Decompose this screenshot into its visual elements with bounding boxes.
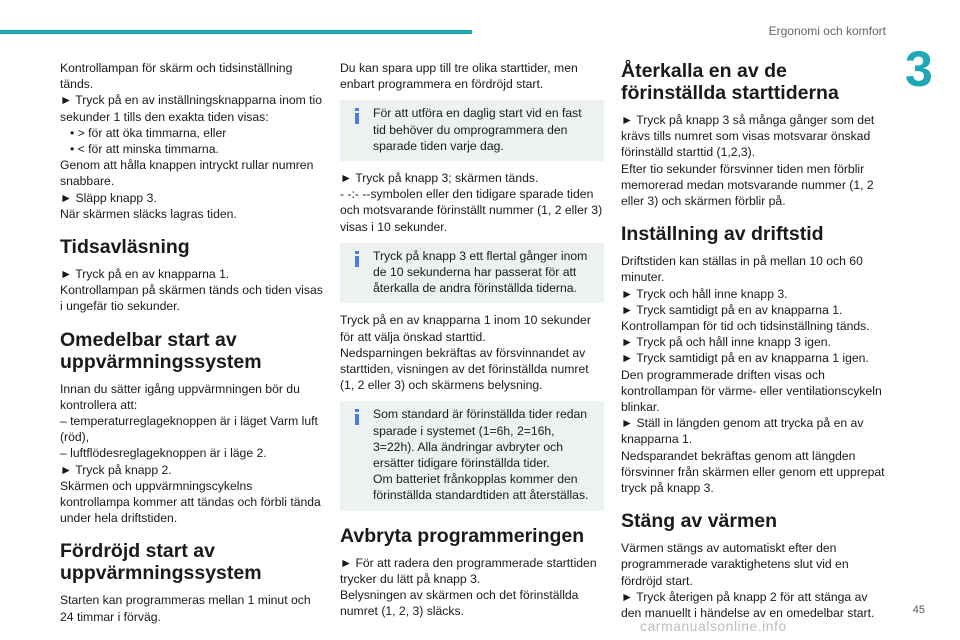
page-number: 45 [912,604,925,616]
paragraph: ► Ställ in längden genom att trycka på en av knapparna 1. [621,416,864,447]
heading-fordrojd-start: Fördröjd start av uppvärmningssystem [60,540,262,585]
list-item: • > för att öka timmarna, eller [70,125,227,140]
paragraph: - -:- --symbolen eller den tidigare sparade tiden och motsvarande förinställt nummer (1, 2 eller 3) visas i 10 sekunder. [340,187,603,234]
heading-stang-av: Stäng av värmen [621,510,778,533]
paragraph: Nedsparandet bekräftas genom att längden försvinner från skärmen eller genom ett upprepat tryck på knapp 3. [621,448,885,496]
paragraph: ► Tryck på en av inställningsknapparna inom tio sekunder 1 tills den exakta tiden visas: [60,93,323,124]
info-note [340,243,604,304]
info-note [340,100,604,161]
note-text: Om batteriet frånkopplas kommer den förinställda standardtiden att återställas. [373,472,589,503]
column-3 [621,60,885,621]
paragraph: Innan du sätter igång uppvärmningen bör du kontrollera att: [60,381,300,412]
paragraph: Kontrollampan på skärmen tänds och tiden visas i ungefär tio sekunder. [60,283,323,314]
heading-aterkalla: Återkalla en av de förinställda starttiderna [621,60,839,104]
heading-tidsavlasning: Tidsavläsning [60,236,190,259]
column-1 [60,60,324,625]
heading-avbryta: Avbryta programmeringen [340,524,585,547]
paragraph: ► Tryck på knapp 3; skärmen tänds. [340,171,539,186]
paragraph: ► Tryck på knapp 3 så många gånger som det krävs tills numret som visas motsvarar önskad förinställd starttid (1,2,3). [621,113,875,160]
info-icon [350,108,364,124]
paragraph: Den programmerade driften visas och kontrollampan för värme- eller ventilationscykeln blinkar. [621,367,882,415]
paragraph: Tryck på en av knapparna 1 inom 10 sekunder för att välja önskad starttid. [340,313,591,344]
section-title: Ergonomi och komfort [768,24,886,38]
paragraph: ► Tryck på knapp 2. [60,462,172,477]
note-text: För att utföra en daglig start vid en fast tid behöver du omprogrammera den sparade tiden varje dag. [373,106,582,153]
paragraph: Genom att hålla knappen intryckt rullar numren snabbare. [60,158,314,189]
note-text: Tryck på knapp 3 ett flertal gånger inom de 10 sekunderna har passerat för att återkalla de andra förinställda tiderna. [373,248,588,296]
paragraph: Belysningen av skärmen och det förinställda numret (1, 2, 3) släcks. [340,588,579,619]
paragraph: ► Tryck på och håll inne knapp 3 igen. [621,335,831,350]
paragraph: Nedsparningen bekräftas av försvinnandet av starttiden, visningen av det förinställda numret (1, 2 eller 3) och skärmens belysning. [340,345,589,393]
paragraph: När skärmen släcks lagras tiden. [60,206,237,221]
paragraph: Du kan spara upp till tre olika starttider, men enbart programmera en fördröjd start. [340,61,578,92]
watermark: carmanualsonline.info [640,618,787,634]
heading-driftstid: Inställning av driftstid [621,223,824,246]
list-item: • < för att minska timmarna. [70,142,219,157]
paragraph: – luftflödesreglageknoppen är i läge 2. [60,446,267,461]
info-note [340,401,604,510]
column-2 [340,60,604,619]
paragraph: ► Tryck på en av knapparna 1. [60,267,230,282]
paragraph: Kontrollampan för tid och tidsinställning tänds. [621,319,870,334]
info-icon [350,409,364,425]
paragraph: Kontrollampan för skärm och tidsinställning tänds. [60,61,293,92]
paragraph: Driftstiden kan ställas in på mellan 10 och 60 minuter. [621,254,863,285]
paragraph: ► Tryck och håll inne knapp 3. [621,286,788,301]
chapter-number: 3 [905,41,933,97]
paragraph: ► Tryck återigen på knapp 2 för att stänga av den manuellt i händelse av en omedelbar start. [621,589,875,621]
note-text: Som standard är förinställda tider redan sparade i systemet (1=6h, 2=16h, 3=22h). Alla ändringar avbryter och ersätter tidigare förinställda tider. [373,407,588,471]
heading-omedelbar-start: Omedelbar start av uppvärmningssystem [60,328,262,373]
paragraph: ► Tryck samtidigt på en av knapparna 1 igen. [621,351,869,366]
paragraph: ► För att radera den programmerade starttiden trycker du lätt på knapp 3. [340,555,597,586]
paragraph: – temperaturreglageknoppen är i läget Varm luft (röd), [60,414,318,445]
paragraph: Skärmen och uppvärmningscykelns kontrollampa kommer att tändas och förbli tända under hela driftstiden. [60,478,321,526]
info-icon [350,251,364,267]
paragraph: Värmen stängs av automatiskt efter den programmerade varaktighetens slut vid en fördröjd start. [621,541,849,588]
paragraph: Starten kan programmeras mellan 1 minut och 24 timmar i förväg. [60,593,311,624]
header-accent-bar [0,30,472,34]
paragraph: ► Tryck samtidigt på en av knapparna 1. [621,302,843,317]
paragraph: Efter tio sekunder försvinner tiden men förblir memorerad medan motsvarande nummer (1, 2 eller 3) och skärmen förblir på. [621,161,874,209]
paragraph: ► Släpp knapp 3. [60,190,157,205]
